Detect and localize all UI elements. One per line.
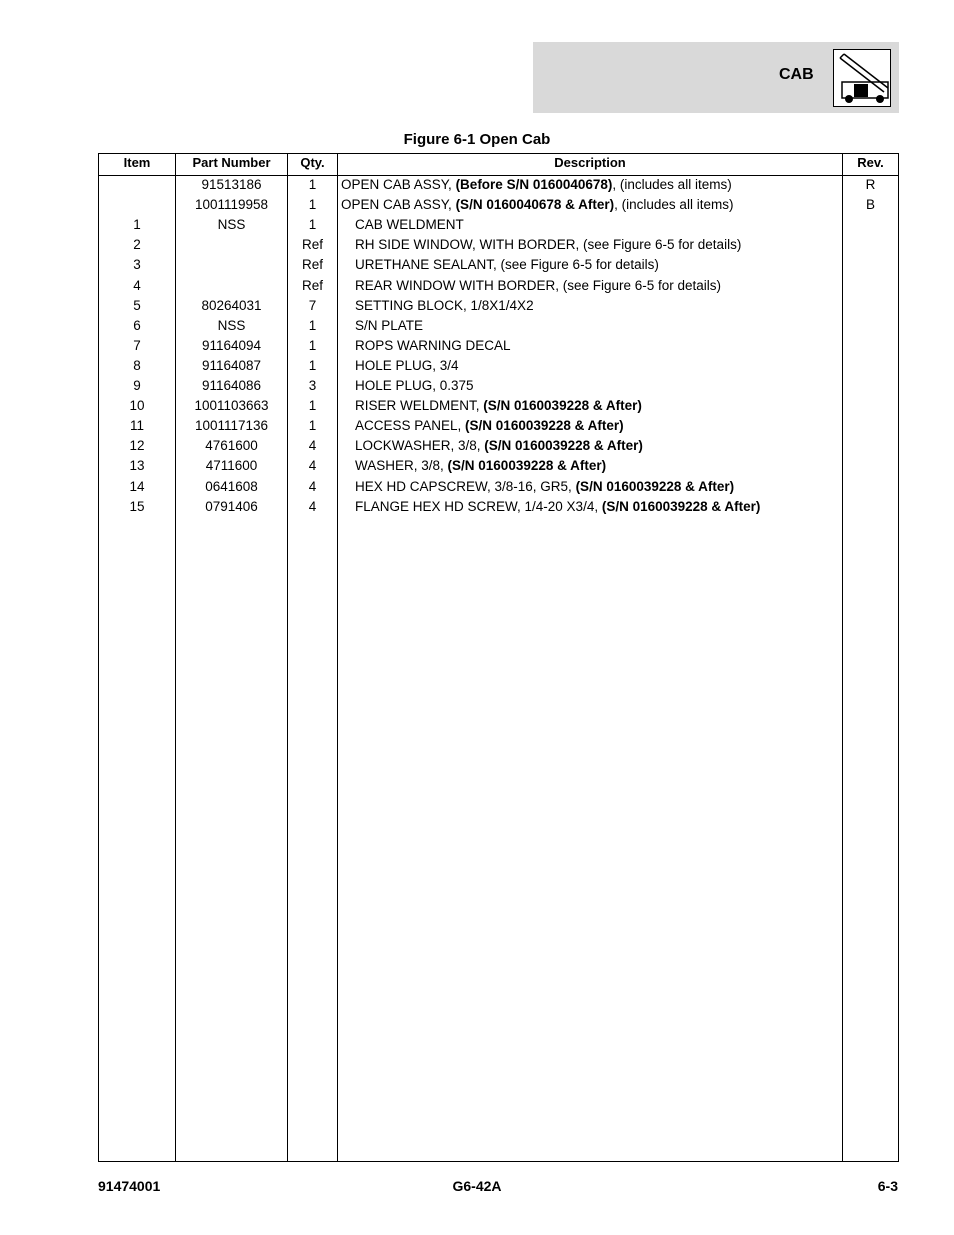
table-row — [0, 255, 954, 275]
table-row — [0, 376, 954, 396]
description — [355, 479, 855, 494]
quantity: 1 — [308, 197, 317, 213]
serial-range: (S/N 0160039228 & After) — [601, 498, 761, 514]
quantity: 1 — [308, 398, 317, 414]
quantity: 4 — [308, 458, 317, 474]
quantity: 1 — [308, 217, 317, 233]
footer-page-number: 6-3 — [877, 1178, 898, 1194]
table-row — [0, 416, 954, 436]
description-text: URETHANE SEALANT, (see Figure 6-5 for details) — [355, 257, 659, 273]
quantity: 1 — [308, 418, 317, 434]
serial-range: (Before S/N 0160040678) — [455, 177, 613, 192]
description-text: S/N PLATE — [355, 317, 424, 333]
description-text: HOLE PLUG, 3/4 — [355, 357, 459, 373]
part-number: NSS — [217, 217, 246, 233]
item-number: 15 — [129, 498, 145, 514]
item-number: 13 — [129, 458, 145, 474]
column-header-item: Item — [123, 155, 151, 170]
column-header-qty: Qty. — [300, 155, 325, 170]
description — [355, 257, 855, 272]
item-number: 2 — [133, 237, 141, 253]
quantity: 4 — [308, 478, 317, 494]
description-text: CAB WELDMENT — [355, 217, 464, 233]
serial-range: (S/N 0160039228 & After) — [483, 398, 642, 414]
description-text: RH SIDE WINDOW, WITH BORDER, (see Figure 6-5 for details) — [355, 237, 742, 253]
item-number: 10 — [129, 398, 145, 414]
item-number: 7 — [133, 337, 141, 353]
serial-range: (S/N 0160039228 & After) — [447, 458, 607, 474]
item-number: 14 — [129, 478, 145, 494]
column-header-part-number: Part Number — [192, 155, 271, 170]
item-number: 6 — [133, 317, 141, 333]
part-number: 1001119958 — [194, 197, 269, 213]
part-number: NSS — [217, 317, 246, 333]
item-number: 9 — [133, 378, 141, 393]
table-row — [0, 235, 954, 255]
quantity: 1 — [308, 317, 317, 333]
description — [341, 197, 841, 212]
table-row — [0, 396, 954, 416]
description — [355, 438, 855, 453]
figure-title: Figure 6-1 Open Cab — [403, 131, 551, 148]
item-number: 5 — [133, 297, 141, 313]
table-row — [0, 215, 954, 235]
table-row — [0, 456, 954, 476]
table-row — [0, 296, 954, 316]
part-number: 91164087 — [201, 357, 262, 373]
quantity: Ref — [301, 257, 323, 273]
description-text: HOLE PLUG, 0.375 — [355, 378, 474, 393]
footer-doc-number: 91474001 — [98, 1178, 161, 1194]
description-text: WASHER, 3/8, — [355, 458, 448, 474]
serial-range: (S/N 0160039228 & After) — [575, 478, 735, 494]
revision: B — [865, 197, 875, 213]
table-row — [0, 336, 954, 356]
quantity: 1 — [308, 337, 317, 353]
quantity: Ref — [301, 277, 323, 293]
table-row — [0, 436, 954, 456]
description-text: SETTING BLOCK, 1/8X1/4X2 — [355, 297, 534, 313]
quantity: 1 — [308, 357, 317, 373]
part-number: 80264031 — [201, 297, 262, 313]
quantity: 4 — [308, 498, 317, 514]
part-number: 1001103663 — [194, 398, 269, 414]
description — [355, 217, 855, 232]
quantity: 3 — [308, 378, 317, 393]
description — [355, 237, 855, 252]
quantity: 4 — [308, 438, 317, 454]
description-text: OPEN CAB ASSY, — [341, 177, 456, 192]
serial-range: (S/N 0160039228 & After) — [484, 438, 643, 454]
description — [355, 358, 855, 373]
item-number: 3 — [133, 257, 141, 273]
part-number: 0791406 — [205, 498, 258, 514]
description — [355, 499, 855, 514]
section-title: CAB — [779, 66, 814, 83]
description — [355, 458, 855, 473]
item-number: 11 — [129, 418, 144, 434]
description — [341, 177, 841, 192]
description — [355, 398, 855, 413]
description-suffix: , (includes all items) — [614, 197, 734, 213]
description — [355, 338, 855, 353]
description-text: LOCKWASHER, 3/8, — [355, 438, 485, 454]
part-number: 4761600 — [205, 438, 258, 454]
part-number: 1001117136 — [194, 418, 269, 434]
table-row — [0, 175, 954, 195]
telehandler-icon — [833, 49, 891, 107]
description-text: ROPS WARNING DECAL — [355, 337, 511, 353]
description-suffix: , (includes all items) — [612, 177, 732, 192]
description-text: FLANGE HEX HD SCREW, 1/4-20 X3/4, — [355, 498, 602, 514]
table-row — [0, 497, 954, 517]
description — [355, 298, 855, 313]
item-number: 1 — [133, 217, 141, 233]
table-row — [0, 276, 954, 296]
column-header-rev: Rev. — [857, 155, 884, 170]
description — [355, 318, 855, 333]
quantity: 1 — [308, 177, 317, 192]
table-row — [0, 316, 954, 336]
description — [355, 418, 855, 433]
item-number: 4 — [133, 277, 141, 293]
description — [355, 278, 855, 293]
table-row — [0, 356, 954, 376]
description-text: ACCESS PANEL, — [355, 418, 466, 434]
item-number: 12 — [129, 438, 145, 454]
serial-range: (S/N 0160040678 & After) — [455, 197, 615, 213]
column-header-description: Description — [554, 155, 626, 170]
revision: R — [865, 177, 876, 192]
description-text: OPEN CAB ASSY, — [341, 197, 456, 213]
part-number: 0641608 — [205, 478, 258, 494]
description-text: HEX HD CAPSCREW, 3/8-16, GR5, — [355, 478, 576, 494]
table-row — [0, 477, 954, 497]
description-text: REAR WINDOW WITH BORDER, (see Figure 6-5 for details) — [355, 277, 722, 293]
part-number: 91164086 — [201, 378, 262, 393]
part-number: 4711600 — [205, 458, 258, 474]
quantity: 7 — [308, 297, 317, 313]
table-row — [0, 195, 954, 215]
quantity: Ref — [301, 237, 323, 253]
part-number: 91513186 — [201, 177, 262, 192]
footer-model: G6-42A — [452, 1178, 502, 1194]
item-number: 8 — [133, 357, 141, 373]
description-text: RISER WELDMENT, — [355, 398, 484, 414]
description — [355, 378, 855, 393]
serial-range: (S/N 0160039228 & After) — [465, 418, 624, 434]
part-number: 91164094 — [201, 337, 262, 353]
